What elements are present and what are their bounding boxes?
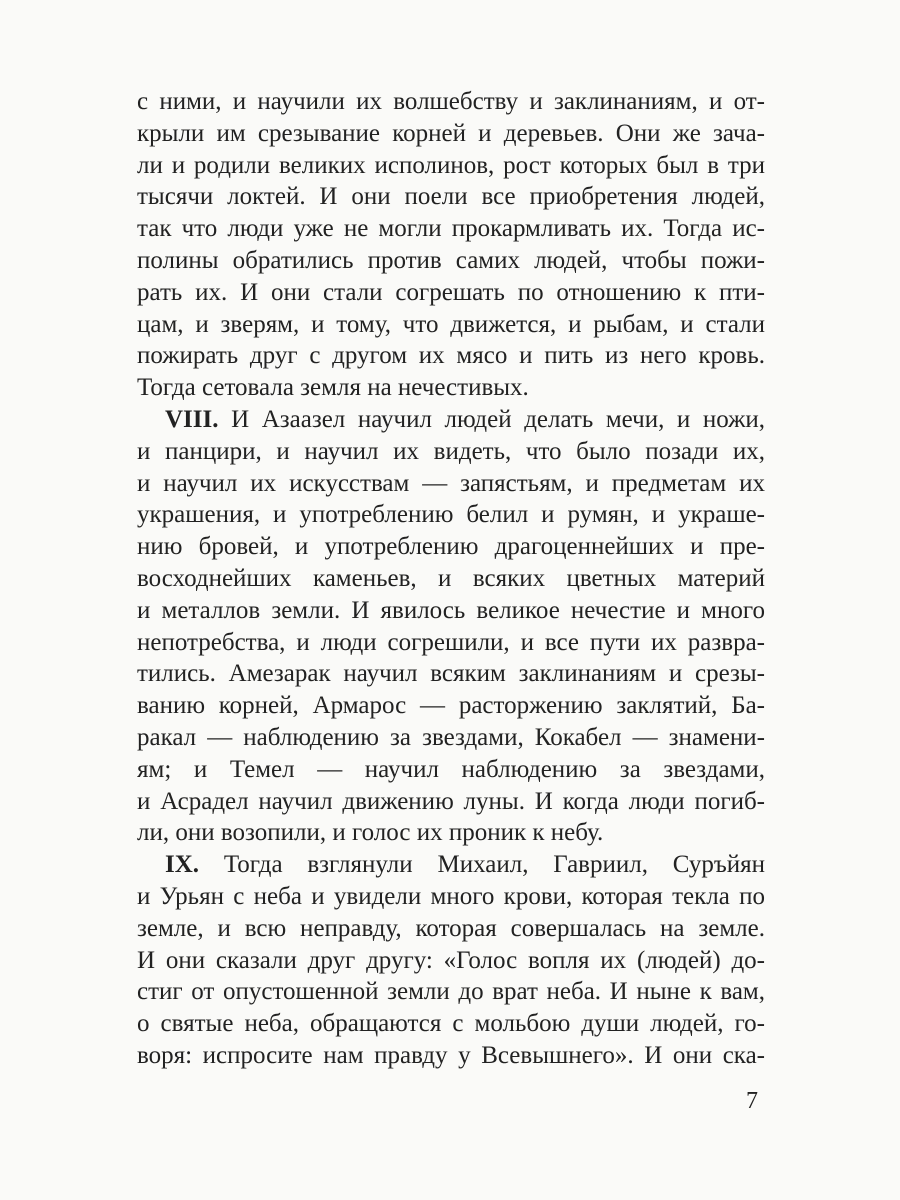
section-number: IX.: [165, 851, 200, 879]
text-line: воря: испросите нам правду у Всевышнего». И они ска-: [137, 1041, 765, 1069]
page-text-block: [137, 86, 765, 1072]
text-line: так что люди уже не могли прокармливать их. Тогда ис-: [137, 215, 765, 243]
text-line: ям; и Темел — научил наблюдению за звездами,: [137, 755, 765, 783]
text-line: рать их. И они стали согрешать по отношению к пти-: [137, 278, 765, 306]
text-line: и металлов земли. И явилось великое нечестие и много: [137, 596, 765, 624]
section-number: VIII.: [165, 405, 219, 433]
text-line: непотребства, и люди согрешили, и все пути их развра-: [137, 628, 765, 656]
text-line: нию бровей, и употреблению драгоценнейших и пре-: [137, 533, 765, 561]
text-line: ли и родили великих исполинов, рост которых был в три: [137, 151, 765, 179]
text-line: И они сказали друг другу: «Голос вопля их (людей) до-: [137, 946, 765, 974]
text-line: цам, и зверям, и тому, что движется, и рыбам, и стали: [137, 310, 765, 338]
text-line: и Асрадел научил движению луны. И когда люди погиб-: [137, 787, 765, 815]
page-number: 7: [746, 1088, 758, 1114]
text-line: ракал — наблюдению за звездами, Кокабел — знамени-: [137, 723, 765, 751]
text-line: [137, 849, 765, 881]
text-line: пожирать друг с другом их мясо и пить из него кровь.: [137, 342, 765, 370]
text-line: земле, и всю неправду, которая совершалась на земле.: [137, 914, 765, 942]
text-line: о святые неба, обращаются с мольбою души людей, го-: [137, 1010, 765, 1038]
text-line: тились. Амезарак научил всяким заклинаниям и срезы-: [137, 660, 765, 688]
text-line: тысячи локтей. И они поели все приобретения людей,: [137, 183, 765, 211]
text-line: крыли им срезывание корней и деревьев. Они же зача-: [137, 119, 765, 147]
text-line: и Урьян с неба и увидели много крови, которая текла по: [137, 882, 765, 910]
text-line: ванию корней, Армарос — расторжению заклятий, Ба-: [137, 692, 765, 720]
text-line: полины обратились против самих людей, чтобы пожи-: [137, 246, 765, 274]
text-line: восходнейших каменьев, и всяких цветных материй: [137, 564, 765, 592]
text-line: украшения, и употреблению белил и румян, и украше-: [137, 501, 765, 529]
text-line-content: Тогда взглянули Михаил, Гавриил, Суръйян: [223, 851, 766, 879]
text-line: Тогда сетовала земля на нечестивых.: [137, 374, 529, 402]
text-line-content: И Азаазел научил людей делать мечи, и ножи,: [231, 405, 766, 433]
text-line: ли, они возопили, и голос их проник к небу.: [137, 819, 604, 847]
text-line: с ними, и научили их волшебству и заклинаниям, и от-: [137, 88, 765, 115]
text-line: стиг от опустошенной земли до врат неба. И ныне к вам,: [137, 978, 765, 1006]
text-line: [137, 404, 765, 436]
text-line: и научил их искусствам — запястьям, и предметам их: [137, 469, 765, 497]
text-line: и панцири, и научил их видеть, что было позади их,: [137, 437, 765, 465]
